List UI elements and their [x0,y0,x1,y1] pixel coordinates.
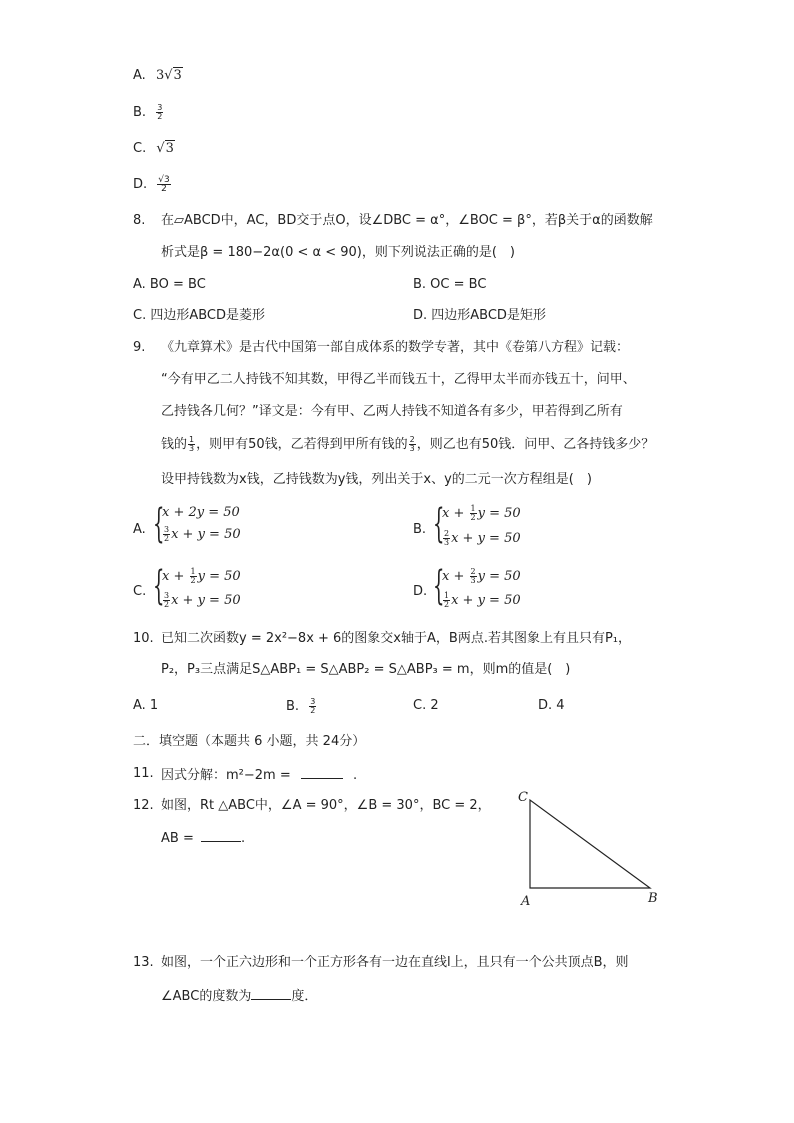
q13-answer-blank[interactable] [251,987,291,1000]
q9-option-c-label: C. [133,584,147,599]
q7-option-d [133,176,172,193]
q7-option-c-sqrt: √3 [156,141,174,156]
q10-option-a: A. 1 [133,698,159,713]
q12-triangle-figure [510,785,670,910]
q9-option-a-eq1: x + 2y = 50 [162,505,240,520]
q9-option-c-brace: { [153,563,165,609]
q8-option-c: C. 四边形ABCD是菱形 [133,308,266,323]
q9-stem-line1: 《九章算术》是古代中国第一部自成体系的数学专著，其中《卷第八方程》记载： [161,340,630,355]
q12-label-c: C [518,790,528,805]
q9-stem-line5: 设甲持钱数为x钱，乙持钱数为y钱，列出关于x、y的二元一次方程组是( ) [161,472,592,487]
q7-option-a-label: A. [133,68,146,83]
q12-label-b: B [648,891,658,906]
section-2-title: 二．填空题（本题共 6 小题，共 24分） [133,734,366,749]
q9-option-b-brace: { [433,501,445,547]
q11-number: 11. [133,766,154,781]
q7-option-d-fraction: $\frac{√3}{2}$ [158,175,170,194]
q13-number: 13. [133,955,154,970]
q9-option-c-eq2: $\frac{3}{2}$ x + y = 50 [164,591,241,609]
q7-option-a-sqrt: √3 [164,68,182,83]
q9-option-d-eq1: x + $\frac{2}{3}$ y = 50 [442,567,521,585]
q13-stem-line2: ∠ABC的度数为 度． [161,989,318,1004]
q7-option-a [133,68,183,84]
q9-option-d-eq2: $\frac{1}{2}$ x + y = 50 [444,591,521,609]
q9-option-a-brace: { [153,501,165,547]
q8-option-b: B. OC = BC [413,277,487,292]
q7-option-c [133,141,175,157]
q8-option-d: D. 四边形ABCD是矩形 [413,308,546,323]
q9-option-d-label: D. [413,584,428,599]
q7-option-c-label: C. [133,141,147,156]
q10-number: 10. [133,631,154,646]
q9-option-d-brace: { [433,563,445,609]
q8-stem-line1: 在▱ABCD中，AC，BD交于点O，设∠DBC = α°，∠BOC = β°，若β关于α的函数解 [161,213,653,228]
q7-option-b [133,104,164,121]
q9-stem-line4: 钱的 $\frac{1}{3}$ ，则甲有50钱，乙若得到甲所有钱的 $\frac{2}{3}$ ，则乙也有50钱．问甲、乙各持钱多少？ [161,435,655,453]
q9-option-b-label: B. [413,522,427,537]
q7-option-a-coef: 3 [155,68,165,83]
q10-option-c: C. 2 [413,698,439,713]
q10-stem-line1: 已知二次函数y = 2x²−8x + 6的图象交x轴于A，B两点.若其图象上有且只有P₁， [161,631,631,646]
q7-option-b-label: B. [133,105,147,120]
q12-triangle [530,800,650,888]
q9-stem-line2: “今有甲乙二人持钱不知其数，甲得乙半而钱五十，乙得甲太半而亦钱五十，问甲、 [161,372,636,387]
q10-option-b: B. $\frac{3}{2}$ [286,697,316,715]
q11-stem: 因式分解：m²−2m = . [161,768,358,783]
q11-answer-blank[interactable] [301,766,343,779]
q10-option-b-fraction: $\frac{3}{2}$ [310,697,316,715]
q9-fraction-one-third: $\frac{1}{3}$ [189,435,195,453]
q9-number: 9. [133,340,146,355]
q10-stem-line2: P₂，P₃三点满足S△ABP₁ = S△ABP₂ = S△ABP₃ = m，则m的值是( ) [161,662,571,677]
q9-fraction-two-thirds: $\frac{2}{3}$ [409,435,415,453]
q9-option-a-eq2: $\frac{3}{2}$ x + y = 50 [164,525,241,543]
q12-stem-line2: AB = . [161,831,246,846]
q9-option-b-eq1: x + $\frac{1}{2}$ y = 50 [442,504,521,522]
q12-label-a: A [521,894,531,909]
q12-answer-blank[interactable] [201,829,241,842]
q12-stem-line1: 如图，Rt △ABC中，∠A = 90°，∠B = 30°，BC = 2， [161,798,491,813]
q8-option-a: A. BO = BC [133,277,206,292]
q10-option-d: D. 4 [538,698,565,713]
q8-stem-line2: 析式是β = 180−2α(0 < α < 90)，则下列说法正确的是( ) [161,245,515,260]
q13-stem-line1: 如图，一个正六边形和一个正方形各有一边在直线l上，且只有一个公共顶点B，则 [161,955,629,970]
q7-option-d-label: D. [133,177,148,192]
q7-option-b-fraction: $\frac{3}{2}$ [157,103,163,121]
q9-option-c-eq1: x + $\frac{1}{2}$ y = 50 [162,567,241,585]
q9-option-b-eq2: $\frac{2}{3}$ x + y = 50 [444,529,521,547]
q8-number: 8. [133,213,146,228]
q12-number: 12. [133,798,154,813]
q9-option-a-label: A. [133,522,146,537]
q9-stem-line3: 乙持钱各几何？”译文是：今有甲、乙两人持钱不知道各有多少，甲若得到乙所有 [161,404,623,419]
